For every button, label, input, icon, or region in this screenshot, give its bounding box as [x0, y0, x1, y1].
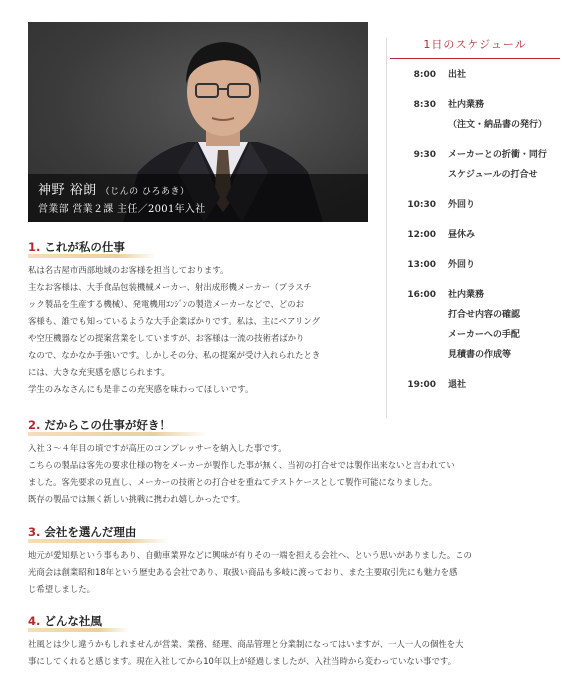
section-text-line: なので、なかなか手強いです。しかしその分、私の提案が受け入れられたとき — [28, 350, 321, 360]
section-heading — [28, 239, 139, 258]
section-text-line: 地元が愛知県という事もあり、自動車業界などに興味が有りその一端を担える会社へ、という思いがありました。この — [28, 550, 472, 560]
schedule-activity: 外回り — [448, 200, 476, 210]
schedule-activity: 出社 — [448, 70, 467, 80]
schedule-row — [390, 95, 560, 115]
section-text-line: 光商会は創業昭和18年という歴史ある会社であり、取扱い商品も多岐に渡っており、また主要取引先にも魅力を感 — [28, 567, 458, 577]
section-text-line: 私は名古屋市西部地域のお客様を担当しております。 — [28, 265, 229, 275]
schedule-activity: 外回り — [448, 260, 476, 270]
schedule-activity: メーカーとの折衝・同行 — [448, 150, 547, 160]
section-number: 4. — [28, 614, 41, 628]
schedule-time: 9:30 — [413, 150, 436, 160]
schedule-time: 16:00 — [407, 290, 436, 300]
schedule-activity: メーカーへの手配 — [448, 330, 520, 340]
section-body — [28, 636, 558, 670]
section-reason-for-company — [28, 521, 558, 598]
schedule-row — [390, 145, 560, 165]
section-text-line: 客様も、誰でも知っているような大手企業ばかりです。私は、主にベアリング — [28, 316, 320, 326]
section-text-line: 学生のみなさんにも是非この充実感を味わってほしいです。 — [28, 384, 254, 394]
employee-name — [38, 179, 190, 198]
section-title: 会社を選んだ理由 — [44, 525, 137, 539]
employee-name-text: 神野 裕朗 — [38, 183, 97, 198]
schedule-time: 13:00 — [407, 260, 436, 270]
section-title: だからこの仕事が好き！ — [44, 418, 171, 432]
section-my-work — [28, 236, 558, 398]
schedule-activity: 打合せ内容の確認 — [448, 310, 521, 320]
section-text-line: 主なお客様は、大手食品包装機械メーカー、射出成形機メーカー（プラスチ — [28, 282, 312, 292]
section-text-line: ました。客先要求の見直し、メーカーの技術との打合せを重ねてテストケースとして製作可能になりました。 — [28, 477, 438, 487]
section-body — [28, 262, 558, 398]
section-number: 2. — [28, 418, 41, 432]
section-why-i-like-it — [28, 414, 558, 508]
schedule-activity: 社内業務 — [448, 290, 485, 300]
schedule-row — [390, 165, 560, 185]
section-text-line: 既存の製品では無く新しい挑戦に携われ嬉しかったです。 — [28, 494, 246, 504]
section-heading — [28, 613, 116, 632]
employee-photo — [28, 22, 368, 222]
section-number: 3. — [28, 525, 41, 539]
section-text-line: 事にしてくれると感じます。現在入社してから10年以上が経過しましたが、入社当時から変わっていない事です。 — [28, 656, 456, 666]
schedule-row — [390, 65, 560, 85]
schedule-time — [390, 115, 448, 135]
schedule-row — [390, 115, 560, 135]
schedule-activity: 社内業務 — [448, 100, 485, 110]
section-text-line: には、大きな充実感を感じられます。 — [28, 367, 170, 377]
section-body — [28, 547, 558, 598]
section-body — [28, 440, 558, 508]
section-text-line: や空圧機器などの提案営業をしていますが、お客様は一流の技術者ばかり — [28, 333, 305, 343]
section-heading — [28, 524, 150, 543]
schedule-activity: 退社 — [448, 380, 467, 390]
section-heading — [28, 417, 185, 436]
schedule-time: 10:30 — [407, 200, 436, 210]
employee-department: 営業部 営業２課 主任／2001年入社 — [38, 204, 206, 215]
section-text-line: 社風とは少し違うかもしれませんが営業、業務、経理、商品管理と分業制になってはいますが、一人一人の個性を大 — [28, 639, 464, 649]
schedule-time: 8:00 — [413, 70, 436, 80]
schedule-time: 8:30 — [413, 100, 436, 110]
schedule-activity: スケジュールの打合せ — [448, 170, 538, 180]
schedule-row — [390, 195, 560, 215]
schedule-time — [390, 165, 448, 185]
section-text-line: こちらの製品は客先の要求仕様の物をメーカーが製作した事が無く、当初の打合せでは製作出来ないと言われてい — [28, 460, 455, 470]
schedule-activity: 昼休み — [448, 230, 476, 240]
schedule-time: 12:00 — [407, 230, 436, 240]
section-company-culture — [28, 610, 558, 670]
section-title: どんな社風 — [44, 614, 102, 628]
section-text-line: じ希望しました。 — [28, 584, 95, 594]
section-number: 1. — [28, 240, 41, 254]
section-title: これが私の仕事 — [44, 240, 125, 254]
schedule-title: 1日のスケジュール — [390, 36, 560, 59]
schedule-activity: （注文・納品書の発行） — [448, 120, 548, 130]
section-text-line: 入社３～４年目の頃ですが高圧のコンプレッサーを納入した事です。 — [28, 443, 287, 453]
section-text-line: ック製品を生産する機械）、発電機用ｴﾝｼﾞﾝの製造メーカーなどで、どのお — [28, 299, 305, 309]
schedule-activity: 見積書の作成等 — [448, 350, 512, 360]
photo-caption — [28, 174, 368, 222]
schedule-time: 19:00 — [407, 380, 436, 390]
employee-name-reading: （じんの ひろあき） — [100, 187, 190, 197]
